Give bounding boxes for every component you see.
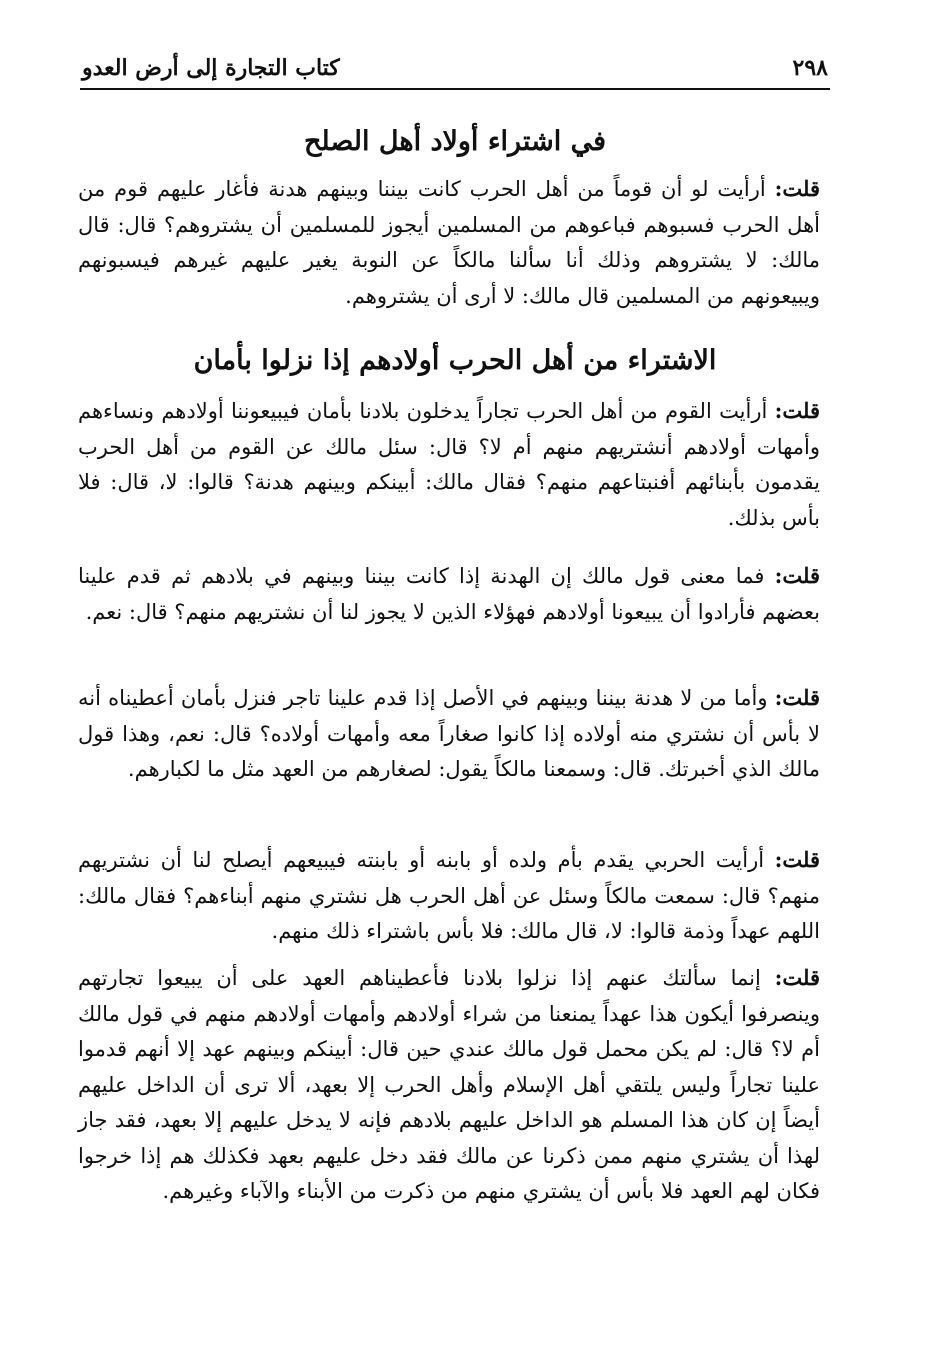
paragraph bbox=[78, 960, 820, 1210]
paragraph-text: أرأيت الحربي يقدم بأم ولده أو بابنه أو بابنته فيبيعهم أيصلح لنا أن نشتريهم منهم؟ قال: سمعت مالكاً وسئل عن أهل الحرب هل نشتري منهم أبناءهم؟ فقال مالك: اللهم عهداً وذمة قالوا: لا، قال مالك: فلا بأس باشتراء ذلك منهم. bbox=[78, 848, 820, 943]
paragraph-text: فما معنى قول مالك إن الهدنة إذا كانت بيننا وبينهم في بلادهم ثم قدم علينا بعضهم فأرادوا أن يبيعونا أولادهم فهؤلاء الذين لا يجوز لنا أن نشتريهم منهم؟ قال: نعم. bbox=[78, 564, 820, 624]
page-header bbox=[82, 52, 828, 84]
running-title: كتاب التجارة إلى أرض العدو bbox=[82, 55, 340, 81]
page-number: ٢٩٨ bbox=[792, 55, 828, 81]
paragraph bbox=[78, 171, 820, 314]
paragraph-text: إنما سألتك عنهم إذا نزلوا بلادنا فأعطيناهم العهد على أن يبيعوا تجارتهم وينصرفوا أيكون هذا عهداً يمنعنا من شراء أولادهم وأمهات أولادهم منهم في قول مالك أم لا؟ قال: لم يكن محمل قول مالك عندي حين قال: أبينكم وبينهم عهد إلا أنهم قدموا علينا تجاراً وليس يلتقي أهل الإسلام وأهل الحرب إلا بعهد، ألا ترى أن الداخل عليهم أيضاً إن كان هذا المسلم هو الداخل عليهم بلادهم فإنه لا يدخل عليهم إلا بعهد، فقد جاز لهذا أن يشتري منهم ممن ذكرنا عن مالك فقد دخل عليهم بعهد فكذلك هم إذا خرجوا فكان لهم العهد فلا بأس أن يشتري منهم من ذكرت من الأبناء والآباء وغيرهم. bbox=[78, 966, 820, 1203]
paragraph bbox=[78, 842, 820, 950]
paragraph-lead: قلت: bbox=[774, 685, 820, 710]
paragraph-text: وأما من لا هدنة بيننا وبينهم في الأصل إذا قدم علينا تاجر فنزل بأمان أعطيناه أنه لا بأس أن نشتري منه أولاده إذا كانوا صغاراً معه وأمهات أولاده؟ قال: نعم، وهذا قول مالك الذي أخبرتك. قال: وسمعنا مالكاً يقول: لصغارهم من العهد مثل ما لكبارهم. bbox=[78, 686, 820, 781]
paragraph-lead: قلت: bbox=[774, 847, 820, 872]
section-heading: الاشتراء من أهل الحرب أولادهم إذا نزلوا بأمان bbox=[193, 345, 717, 376]
paragraph bbox=[78, 680, 820, 788]
paragraph-text: أرأيت القوم من أهل الحرب تجاراً يدخلون بلادنا بأمان فيبيعوننا أولادهم ونساءهم وأمهات أولادهم أنشتريهم منهم أم لا؟ قال: سئل مالك عن القوم من أهل الحرب يقدمون بأبنائهم أفنبتاعهم منهم؟ فقال مالك: أبينكم وبينهم هدنة؟ قالوا: لا، قال: فلا بأس بذلك. bbox=[78, 399, 820, 530]
paragraph-lead: قلت: bbox=[774, 176, 820, 201]
paragraph-lead: قلت: bbox=[774, 398, 820, 423]
paragraph-lead: قلت: bbox=[774, 563, 820, 588]
paragraph-lead: قلت: bbox=[774, 965, 820, 990]
paragraph bbox=[78, 558, 820, 630]
header-rule bbox=[80, 88, 830, 90]
paragraph-text: أرأيت لو أن قوماً من أهل الحرب كانت بيننا وبينهم هدنة فأغار عليهم قوم من أهل الحرب فسبوهم فباعوهم من المسلمين أيجوز للمسلمين أن يشتروهم؟ قال: قال مالك: لا يشتروهم وذلك أنا سألنا مالكاً عن النوبة يغير عليهم غيرهم فيسبونهم ويبيعونهم من المسلمين قال مالك: لا أرى أن يشتروهم. bbox=[78, 177, 820, 308]
section-heading: في اشتراء أولاد أهل الصلح bbox=[303, 126, 607, 157]
paragraph bbox=[78, 393, 820, 536]
